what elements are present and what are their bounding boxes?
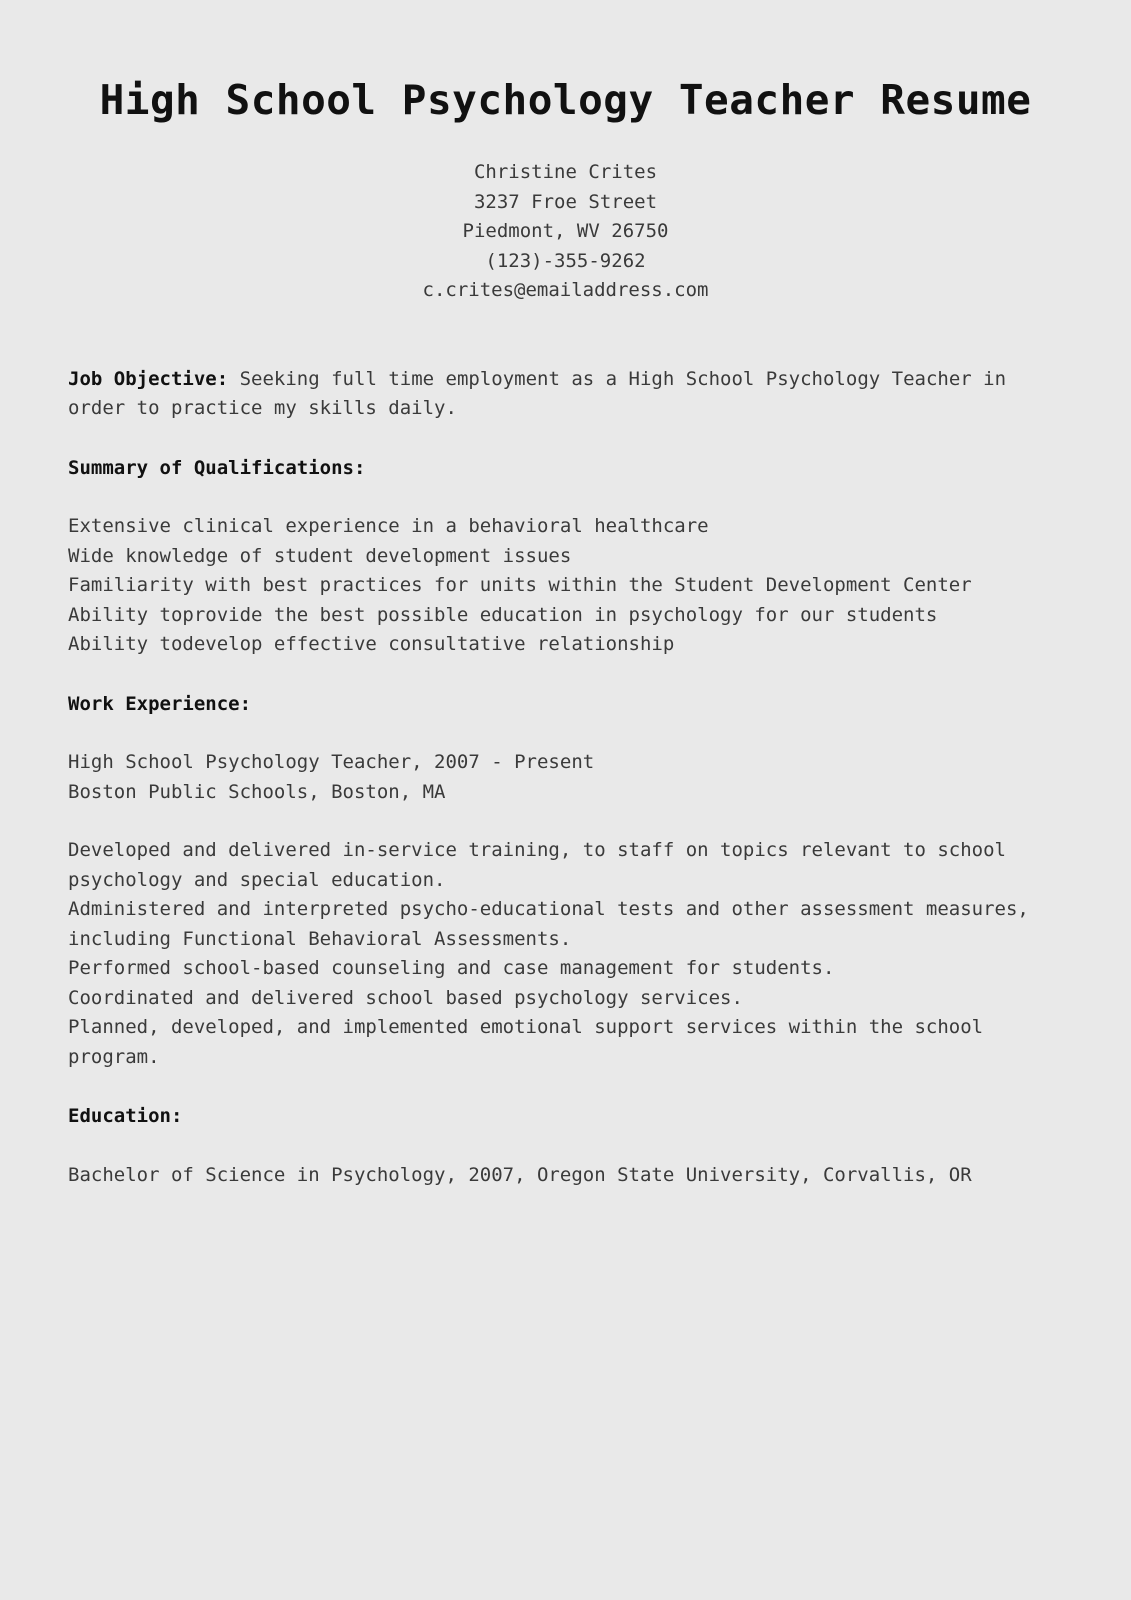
list-item: Ability todevelop effective consultative relationship bbox=[68, 633, 675, 655]
list-item: Developed and delivered in-service training, to staff on topics relevant to school psychology and special education. bbox=[68, 839, 1006, 891]
list-item: Coordinated and delivered school based psychology services. bbox=[68, 986, 743, 1009]
list-item: Ability toprovide the best possible education in psychology for our students bbox=[68, 603, 938, 626]
resume-title: High School Psychology Teacher Resume bbox=[99, 76, 1032, 124]
contact-name: Christine Crites bbox=[473, 161, 658, 183]
contact-block bbox=[68, 158, 1063, 306]
list-item: Familiarity with best practices for units within the Student Development Center bbox=[68, 574, 972, 596]
list-item: Administered and interpreted psycho-educational tests and other assessment measures, including Functional Behavioral Assessments. bbox=[68, 898, 1029, 950]
qualifications-heading: Summary of Qualifications: bbox=[68, 456, 366, 479]
list-item: Planned, developed, and implemented emotional support services within the school program. bbox=[68, 1016, 984, 1068]
list-item: Extensive clinical experience in a behavioral healthcare bbox=[68, 515, 709, 537]
job-objective-text: Seeking full time employment as a High School Psychology Teacher in order to practice my skills daily. bbox=[68, 367, 1007, 419]
experience-job bbox=[68, 748, 1063, 807]
experience-heading: Work Experience: bbox=[68, 692, 252, 715]
qualifications-list bbox=[68, 512, 1063, 660]
education-list bbox=[68, 1161, 1063, 1191]
list-item: Performed school-based counseling and case management for students. bbox=[68, 957, 835, 979]
job-objective-label: Job Objective: bbox=[68, 367, 229, 390]
list-item: Wide knowledge of student development issues bbox=[68, 544, 572, 567]
contact-city: Piedmont, WV 26750 bbox=[462, 220, 669, 242]
job-employer: Boston Public Schools, Boston, MA bbox=[68, 780, 446, 803]
experience-duties bbox=[68, 836, 1063, 1072]
contact-street: 3237 Froe Street bbox=[473, 190, 658, 213]
contact-phone: (123)-355-9262 bbox=[485, 249, 646, 272]
job-objective bbox=[68, 365, 1063, 424]
education-degree: Bachelor of Science in Psychology, 2007, Oregon State University, Corvallis, OR bbox=[68, 1163, 972, 1186]
education-heading: Education: bbox=[68, 1105, 183, 1127]
contact-email: c.crites@emailaddress.com bbox=[422, 279, 709, 301]
job-position: High School Psychology Teacher, 2007 - Present bbox=[68, 751, 595, 773]
